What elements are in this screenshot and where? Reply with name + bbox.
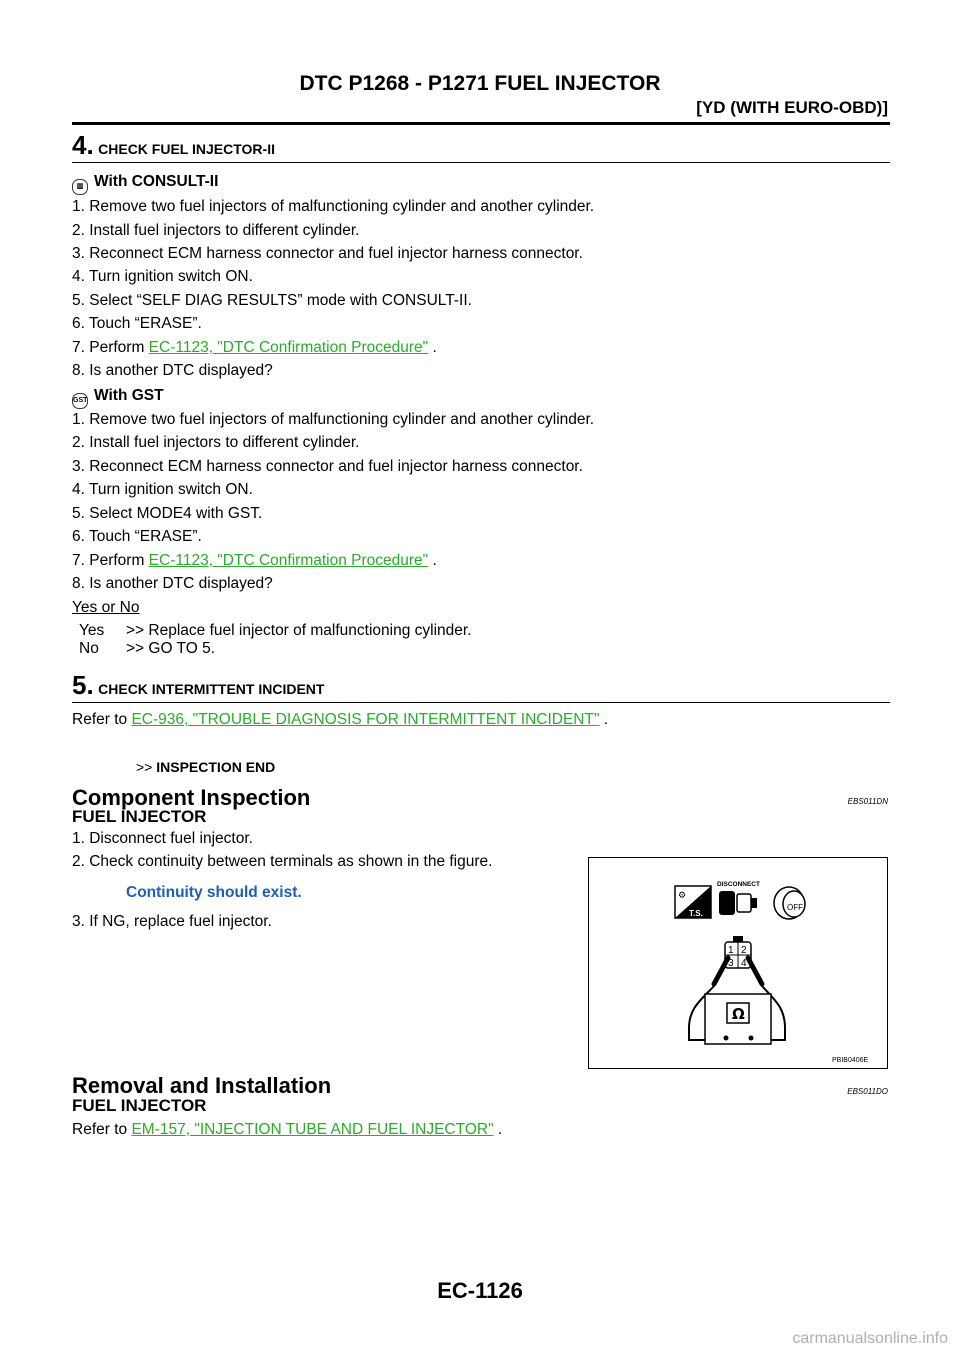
step4-number: 4. xyxy=(72,130,94,160)
svg-text:1: 1 xyxy=(728,945,734,956)
consult-step-7: 7. Perform EC-1123, "DTC Confirmation Procedure" . xyxy=(72,339,437,356)
svg-text:⚙: ⚙ xyxy=(678,891,687,901)
svg-text:2: 2 xyxy=(741,945,747,956)
yes-or-no-label: Yes or No xyxy=(72,599,140,616)
step5-title: CHECK INTERMITTENT INCIDENT xyxy=(98,681,325,697)
gst-step-2: 2. Install fuel injectors to different cylinder. xyxy=(72,434,360,451)
gst-step-4: 4. Turn ignition switch ON. xyxy=(72,481,253,498)
ignition-off-icon xyxy=(774,887,805,919)
component-inspection-subtitle: FUEL INJECTOR xyxy=(72,807,207,826)
injector-connector xyxy=(725,936,751,969)
step5-rule xyxy=(72,702,890,703)
gst-dtc-link[interactable]: EC-1123, "DTC Confirmation Procedure" xyxy=(148,552,429,569)
yes-label: Yes xyxy=(79,622,105,639)
gst-step-1: 1. Remove two fuel injectors of malfunctioning cylinder and another cylinder. xyxy=(72,411,595,428)
continuity-figure xyxy=(588,857,888,1069)
step5-heading xyxy=(72,670,324,701)
consult-step-8: 8. Is another DTC displayed? xyxy=(72,362,273,379)
ci-step-1: 1. Disconnect fuel injector. xyxy=(72,830,253,847)
watermark: carmanualsonline.info xyxy=(792,1330,948,1347)
consult-icon: ▥ xyxy=(72,179,88,195)
continuity-diagram xyxy=(589,858,887,1068)
gst-step-3: 3. Reconnect ECM harness connector and fuel injector harness connector. xyxy=(72,458,583,475)
gst-step-7: 7. Perform EC-1123, "DTC Confirmation Procedure" . xyxy=(72,552,437,569)
ci-spec: Continuity should exist. xyxy=(126,884,302,901)
consult-step-6: 6. Touch “ERASE”. xyxy=(72,315,202,332)
consult-label: ▥ With CONSULT-II xyxy=(72,173,218,195)
page-title: DTC P1268 - P1271 FUEL INJECTOR xyxy=(299,72,661,95)
ohmmeter xyxy=(705,994,771,1044)
consult-dtc-link[interactable]: EC-1123, "DTC Confirmation Procedure" xyxy=(148,339,429,356)
yes-text: >> Replace fuel injector of malfunctioning cylinder. xyxy=(126,622,472,639)
svg-text:4: 4 xyxy=(741,958,747,969)
intermittent-incident-link[interactable]: EC-936, "TROUBLE DIAGNOSIS FOR INTERMITTENT INCIDENT" xyxy=(131,711,600,728)
svg-text:DISCONNECT: DISCONNECT xyxy=(717,881,760,888)
gst-icon: GST xyxy=(72,393,88,409)
consult-step-1: 1. Remove two fuel injectors of malfunctioning cylinder and another cylinder. xyxy=(72,198,595,215)
removal-refer: Refer to EM-157, "INJECTION TUBE AND FUEL INJECTOR" . xyxy=(72,1121,503,1138)
header-rule xyxy=(72,122,890,125)
gst-step-8: 8. Is another DTC displayed? xyxy=(72,575,273,592)
svg-text:Ω: Ω xyxy=(732,1005,745,1023)
injection-tube-link[interactable]: EM-157, "INJECTION TUBE AND FUEL INJECTOR" xyxy=(131,1121,494,1138)
no-label: No xyxy=(79,640,99,657)
no-text: >> GO TO 5. xyxy=(126,640,216,657)
step4-rule xyxy=(72,162,890,163)
step4-heading xyxy=(72,130,275,161)
page-number: EC-1126 xyxy=(437,1278,523,1303)
consult-step-2: 2. Install fuel injectors to different cylinder. xyxy=(72,222,360,239)
component-inspection-title: Component Inspection xyxy=(72,785,311,810)
gst-step-6: 6. Touch “ERASE”. xyxy=(72,528,202,545)
svg-text:OFF: OFF xyxy=(787,903,803,912)
inspection-end: >> INSPECTION END xyxy=(136,759,276,775)
consult-step-4: 4. Turn ignition switch ON. xyxy=(72,268,253,285)
removal-subtitle: FUEL INJECTOR xyxy=(72,1096,207,1115)
step5-number: 5. xyxy=(72,670,94,700)
gst-step-5: 5. Select MODE4 with GST. xyxy=(72,505,263,522)
page-subtitle: [YD (WITH EURO-OBD)] xyxy=(696,98,888,117)
gst-label: GST With GST xyxy=(72,387,164,409)
component-inspection-code: EBS011DN xyxy=(847,797,888,806)
consult-step-3: 3. Reconnect ECM harness connector and fuel injector harness connector. xyxy=(72,245,583,262)
disconnect-icon xyxy=(717,881,760,915)
consult-step-5: 5. Select “SELF DIAG RESULTS” mode with CONSULT-II. xyxy=(72,292,472,309)
figure-code: PBIB0406E xyxy=(832,1057,869,1064)
svg-text:T.S.: T.S. xyxy=(689,909,703,918)
ts-icon xyxy=(675,886,711,918)
step4-title: CHECK FUEL INJECTOR-II xyxy=(98,141,275,157)
svg-text:3: 3 xyxy=(728,958,734,969)
step5-refer: Refer to EC-936, "TROUBLE DIAGNOSIS FOR INTERMITTENT INCIDENT" . xyxy=(72,711,609,728)
removal-code: EBS011DO xyxy=(847,1087,888,1096)
ci-step-2: 2. Check continuity between terminals as shown in the figure. xyxy=(72,853,493,870)
ci-step-3: 3. If NG, replace fuel injector. xyxy=(72,913,272,930)
removal-title: Removal and Installation xyxy=(72,1073,332,1098)
